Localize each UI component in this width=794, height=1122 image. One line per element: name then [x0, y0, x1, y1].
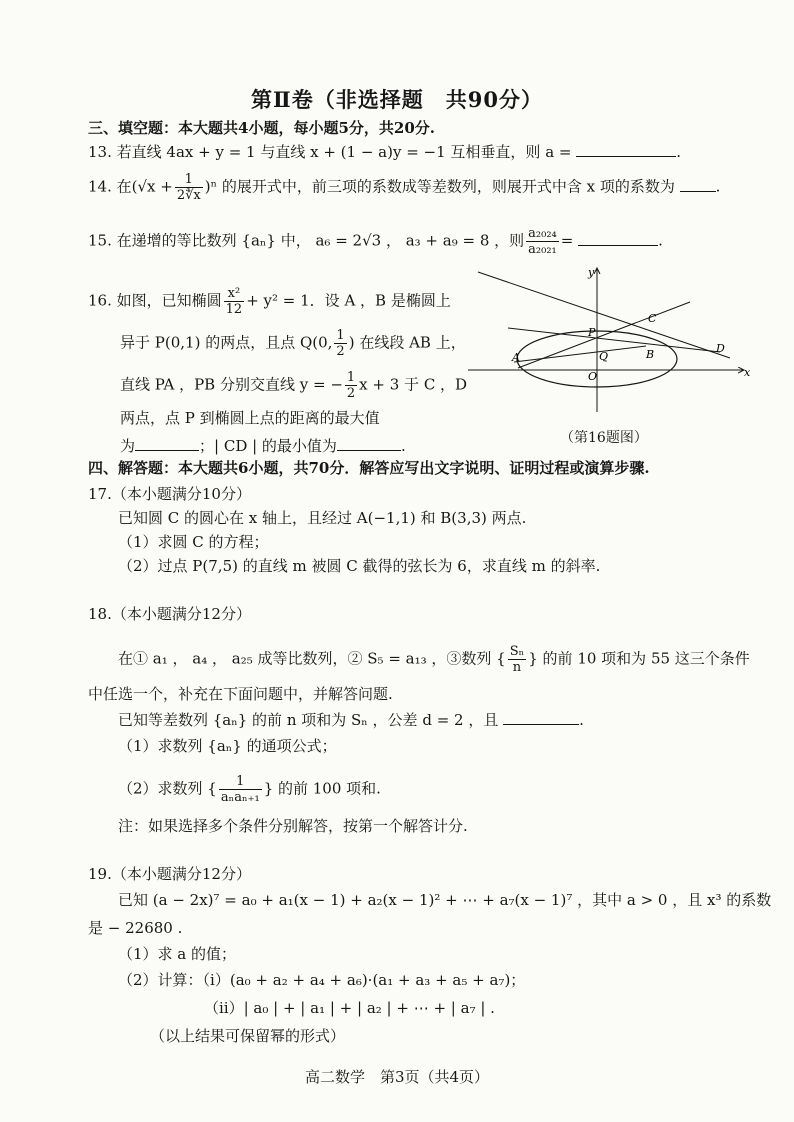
question-18-line-3	[118, 710, 584, 730]
answer-blank[interactable]	[578, 245, 658, 246]
fraction-denominator: 2	[336, 344, 345, 359]
question-19-part-1: （1）求 a 的值；	[118, 945, 237, 963]
fraction-numerator: a₂₀₂₄	[528, 226, 557, 241]
question-number: 16.	[88, 291, 112, 310]
label-P: P	[588, 326, 596, 339]
ellipse-figure	[468, 264, 754, 414]
fraction-denominator: 2	[346, 386, 356, 401]
question-text: 异于 P(0,1) 的两点，且点 Q(0,	[120, 333, 333, 352]
fraction	[526, 226, 559, 257]
answer-blank[interactable]	[576, 156, 676, 157]
question-text: 在① a₁ ， a₄ ， a₂₅ 成等比数列，② S₅ = a₁₃ ，③数列 {	[118, 649, 506, 668]
question-number: 14.	[88, 177, 112, 196]
label-B: B	[646, 348, 655, 361]
page-footer: 高二数学 第3页（共4页）	[304, 1068, 490, 1086]
question-text: ；| CD | 的最小值为	[199, 437, 337, 455]
fraction-numerator: 1	[175, 172, 203, 188]
question-text: 如图，已知椭圆	[116, 291, 222, 310]
question-text: } 的前 10 项和为 55 这三个条件	[528, 649, 750, 668]
question-16-line-2	[120, 328, 466, 359]
question-19-line-1: 已知 (a − 2x)⁷ = a₀ + a₁(x − 1) + a₂(x − 1)² + ⋯ + a₇(x − 1)⁷ ，其中 a > 0 ，且 x³ 的系数	[118, 891, 772, 909]
question-13	[88, 142, 681, 162]
question-17-header: 17.（本小题满分10分）	[88, 485, 251, 503]
question-16-line-5	[120, 436, 406, 456]
fraction-numerator: x²	[224, 286, 245, 302]
label-D: D	[716, 342, 725, 355]
label-C: C	[648, 312, 657, 325]
question-18-note: 注：如果选择多个条件分别解答，按第一个解答计分.	[118, 817, 468, 835]
question-19-part-3: （ⅱ）| a₀ | + | a₁ | + | a₂ | + ⋯ + | a₇ | .	[204, 999, 495, 1017]
fraction	[345, 370, 357, 401]
fraction-numerator: 1	[346, 370, 356, 385]
question-16-line-3	[120, 370, 467, 401]
label-x: x	[744, 366, 751, 379]
question-text: 在递增的等比数列 {aₙ} 中， a₆ = 2√3 ， a₃ + a₉ = 8 ，则	[116, 231, 525, 250]
question-18-line-2: 中任选一个，补充在下面问题中，并解答问题.	[88, 685, 393, 703]
question-text: （2）求数列 {	[118, 779, 217, 798]
fraction	[334, 328, 346, 359]
fraction-denominator: a₂₀₂₁	[528, 242, 557, 257]
section-title: 第Ⅱ卷（非选择题 共90分）	[251, 87, 543, 112]
label-Q: Q	[599, 350, 609, 363]
question-number: 13.	[88, 143, 112, 161]
question-19-note: （以上结果可保留幂的形式）	[150, 1027, 346, 1045]
question-17-part-2: （2）过点 P(7,5) 的直线 m 被圆 C 截得的弦长为 6，求直线 m 的斜率.	[118, 557, 601, 575]
question-18-part-2	[118, 774, 381, 805]
label-O: O	[588, 370, 598, 383]
question-18-header: 18.（本小题满分12分）	[88, 605, 251, 623]
solution-section-heading: 四、解答题：本大题共6小题，共70分．解答应写出文字说明、证明过程或演算步骤.	[88, 459, 650, 477]
answer-blank-1[interactable]	[135, 450, 199, 451]
label-y: y	[588, 266, 595, 279]
fraction-numerator: 1	[336, 328, 345, 343]
line-AB	[514, 346, 646, 362]
question-text: 直线 PA ，PB 分别交直线 y = −	[120, 375, 343, 394]
question-15	[88, 226, 663, 257]
question-number: 15.	[88, 231, 112, 250]
period: .	[400, 437, 406, 455]
question-17-stem: 已知圆 C 的圆心在 x 轴上，且经过 A(−1,1) 和 B(3,3) 两点.	[118, 509, 527, 527]
answer-blank-2[interactable]	[337, 450, 401, 451]
question-text: } 的前 100 项和.	[263, 779, 381, 798]
fraction-denominator: 12	[225, 302, 243, 317]
question-19-line-2: 是 − 22680 .	[88, 919, 183, 937]
question-text: 若直线 4ax + y = 1 与直线 x + (1 − a)y = −1 互相垂直，则 a =	[116, 143, 572, 161]
question-17-part-1: （1）求圆 C 的方程；	[118, 533, 269, 551]
fraction	[219, 774, 262, 805]
fraction-denominator: 2∜x	[176, 188, 201, 203]
label-A: A	[512, 351, 520, 364]
figure-caption: （第16题图）	[560, 430, 648, 446]
fill-blank-section-heading: 三、填空题：本大题共4小题，每小题5分，共20分.	[88, 119, 435, 137]
question-16-line-4: 两点，点 P 到椭圆上点的距离的最大值	[120, 409, 380, 427]
question-text: + y² = 1．设 A ，B 是椭圆上	[246, 291, 451, 310]
fraction	[508, 644, 527, 675]
period: .	[715, 177, 721, 196]
fraction-denominator: n	[512, 660, 522, 675]
expression-pre: 在(√x +	[116, 177, 173, 196]
question-text: x + 3 于 C ，D	[359, 375, 468, 394]
line-CD	[478, 272, 730, 358]
answer-blank[interactable]	[680, 191, 716, 192]
period: .	[658, 231, 663, 250]
question-14	[88, 172, 720, 203]
period: .	[579, 711, 584, 729]
question-19-header: 19.（本小题满分12分）	[88, 865, 251, 883]
question-text: )ⁿ 的展开式中，前三项的系数成等差数列，则展开式中含 x 项的系数为	[204, 177, 675, 196]
period: .	[676, 143, 682, 161]
question-text: 为	[120, 437, 136, 455]
ellipse-fraction	[224, 286, 245, 317]
question-19-part-2: （2）计算：（ⅰ）(a₀ + a₂ + a₄ + a₆)·(a₁ + a₃ + a₅ + a₇)；	[118, 971, 526, 989]
question-text: ) 在线段 AB 上，	[348, 333, 466, 352]
equals-sign: =	[560, 231, 574, 250]
question-18-line-1	[118, 644, 750, 675]
fraction-numerator: 1	[219, 774, 262, 790]
question-16-line-1	[88, 286, 451, 317]
question-18-part-1: （1）求数列 {aₙ} 的通项公式；	[118, 737, 337, 755]
condition-blank[interactable]	[503, 724, 579, 725]
question-text: 已知等差数列 {aₙ} 的前 n 项和为 Sₙ ，公差 d = 2 ，且	[118, 711, 499, 729]
fraction-numerator: Sₙ	[509, 644, 525, 659]
fraction-denominator: aₙaₙ₊₁	[220, 790, 260, 805]
fraction	[175, 172, 203, 203]
